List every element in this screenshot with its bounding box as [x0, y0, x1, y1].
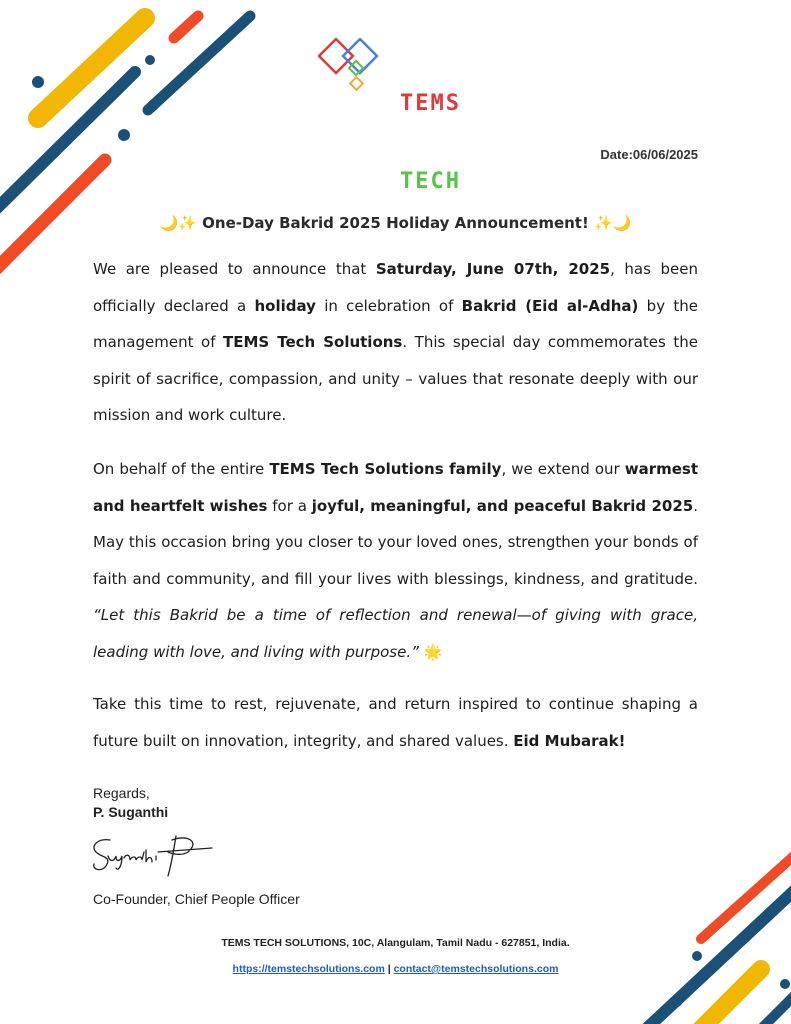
text: , we extend our [501, 460, 625, 478]
text: , has been officially declared a [93, 260, 698, 315]
bold-text: Bakrid (Eid al-Adha) [461, 296, 639, 315]
italic-quote: “Let this Bakrid be a time of reflection and renewal—of giving with grace, leading with love, and living with purpose.” [93, 606, 698, 661]
announcement-title: 🌙✨ One-Day Bakrid 2025 Holiday Announcement! ✨🌙 [159, 214, 632, 232]
signer-role: Co-Founder, Chief People Officer [93, 891, 300, 907]
bold-text: joyful, meaningful, and peaceful Bakrid 2025 [311, 496, 694, 515]
corner-decoration-top-left [0, 0, 270, 280]
text: . This special day commemorates the spirit of sacrifice, compassion, and unity – values that resonate deeply with our mission and work culture. [93, 333, 698, 424]
paragraph-1 [93, 251, 698, 434]
text: . May this occasion bring you closer to your loved ones, strengthen your bonds of faith and community, and fill your lives with blessings, kindness, and gratitude. [93, 496, 698, 588]
bold-text: Eid Mubarak! [513, 731, 626, 750]
text: in celebration of [315, 296, 462, 315]
paragraph-3 [93, 686, 698, 759]
regards-text: Regards, [93, 785, 150, 801]
website-link[interactable]: https://temstechsolutions.com [232, 963, 385, 975]
logo-line-1: TEMS [400, 91, 461, 116]
company-logo [318, 38, 478, 194]
paragraph-2 [93, 451, 698, 670]
bold-text: TEMS Tech Solutions [223, 333, 403, 351]
bold-text: warmest and heartfelt wishes [93, 460, 698, 515]
footer-links [0, 963, 791, 975]
signer-name: P. Suganthi [93, 804, 169, 820]
star-emoji: 🌟 [418, 642, 443, 661]
logo-line-2: TECH [400, 169, 461, 194]
text: We are pleased to announce that [93, 260, 376, 278]
text: Take this time to rest, rejuvenate, and return inspired to continue shaping a future built on innovation, integrity, and shared values. [93, 695, 698, 750]
bold-text: holiday [254, 296, 316, 315]
link-separator: | [384, 963, 394, 975]
text: for a [267, 496, 312, 515]
email-link[interactable]: contact@temstechsolutions.com [393, 963, 559, 975]
diamond-logo-icon [318, 38, 398, 98]
text: by the management of [93, 296, 698, 351]
corner-decoration-bottom-right [591, 844, 791, 1024]
bold-text: Saturday, June 07th, 2025 [375, 260, 611, 278]
footer-address: TEMS TECH SOLUTIONS, 10C, Alangulam, Tamil Nadu - 627851, India. [221, 937, 570, 949]
bold-text: TEMS Tech Solutions family [269, 460, 502, 478]
text: On behalf of the entire [93, 460, 270, 478]
letter-date: Date:06/06/2025 [600, 147, 698, 162]
handwritten-signature [88, 832, 218, 882]
